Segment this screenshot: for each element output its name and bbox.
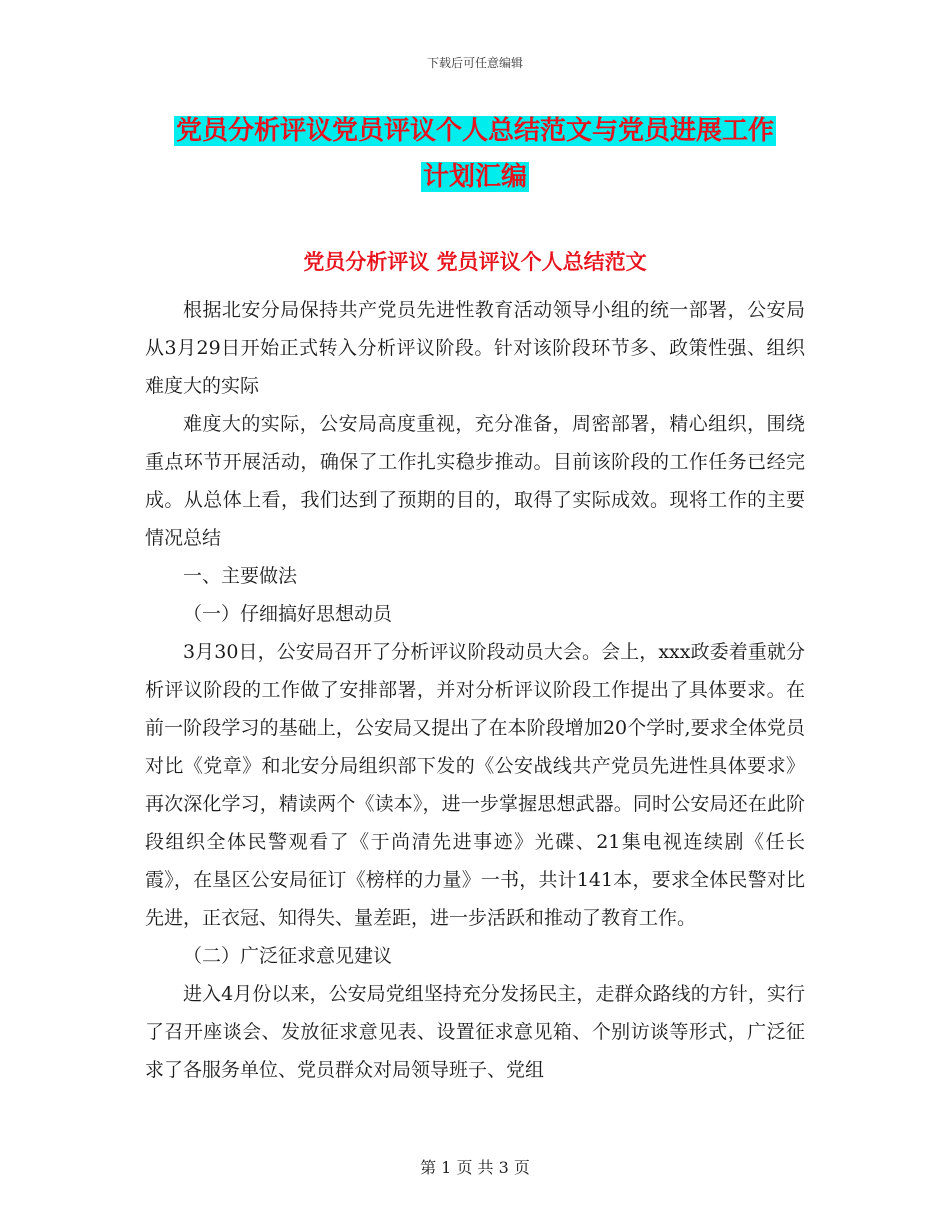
paragraph-3: 3月30日，公安局召开了分析评议阶段动员大会。会上，xxx政委着重就分析评议阶段的工作做了安排部署，并对分析评议阶段工作提出了具体要求。在前一阶段学习的基础上，公安局又提出了在本阶段增加20个学时,要求全体党员对比《党章》和北安分局组织部下发的《公安战线共产党员先进性具体要求》再次深化学习，精读两个《读本》，进一步掌握思想武器。同时公安局还在此阶段组织全体民警观看了《于尚清先进事迹》光碟、21集电视连续剧《任长霞》，在垦区公安局征订《榜样的力量》一书，共计141本，要求全体民警对比先进，正衣冠、知得失、量差距，进一步活跃和推动了教育工作。 [145, 641, 805, 929]
subheading-1: （一）仔细搞好思想动员 [183, 603, 393, 625]
body-text [145, 291, 805, 1089]
page-header: 下载后可任意编辑 [426, 56, 523, 70]
paragraph-4: 进入4月份以来，公安局党组坚持充分发扬民主，走群众路线的方针，实行了召开座谈会、发放征求意见表、设置征求意见箱、个别访谈等形式，广泛征求了各服务单位、党员群众对局领导班子、党组 [145, 983, 805, 1081]
document-title-line-1: 党员分析评议党员评议个人总结范文与党员进展工作 [175, 116, 774, 146]
subheading-2: （二）广泛征求意见建议 [183, 945, 393, 967]
page-footer: 第 1 页 共 3 页 [420, 1158, 530, 1177]
paragraph-2: 难度大的实际，公安局高度重视，充分准备，周密部署，精心组织，围绕重点环节开展活动，确保了工作扎实稳步推动。目前该阶段的工作任务已经完成。从总体上看，我们达到了预期的目的，取得了实际成效。现将工作的主要情况总结 [145, 413, 805, 549]
document-title [0, 108, 950, 200]
section-title: 党员分析评议 党员评议个人总结范文 [303, 250, 647, 274]
document-title-line-2: 计划汇编 [422, 162, 527, 192]
paragraph-1: 根据北安分局保持共产党员先进性教育活动领导小组的统一部署，公安局从3月29日开始正式转入分析评议阶段。针对该阶段环节多、政策性强、组织难度大的实际 [145, 299, 805, 397]
heading-main-practices: 一、主要做法 [183, 565, 298, 587]
